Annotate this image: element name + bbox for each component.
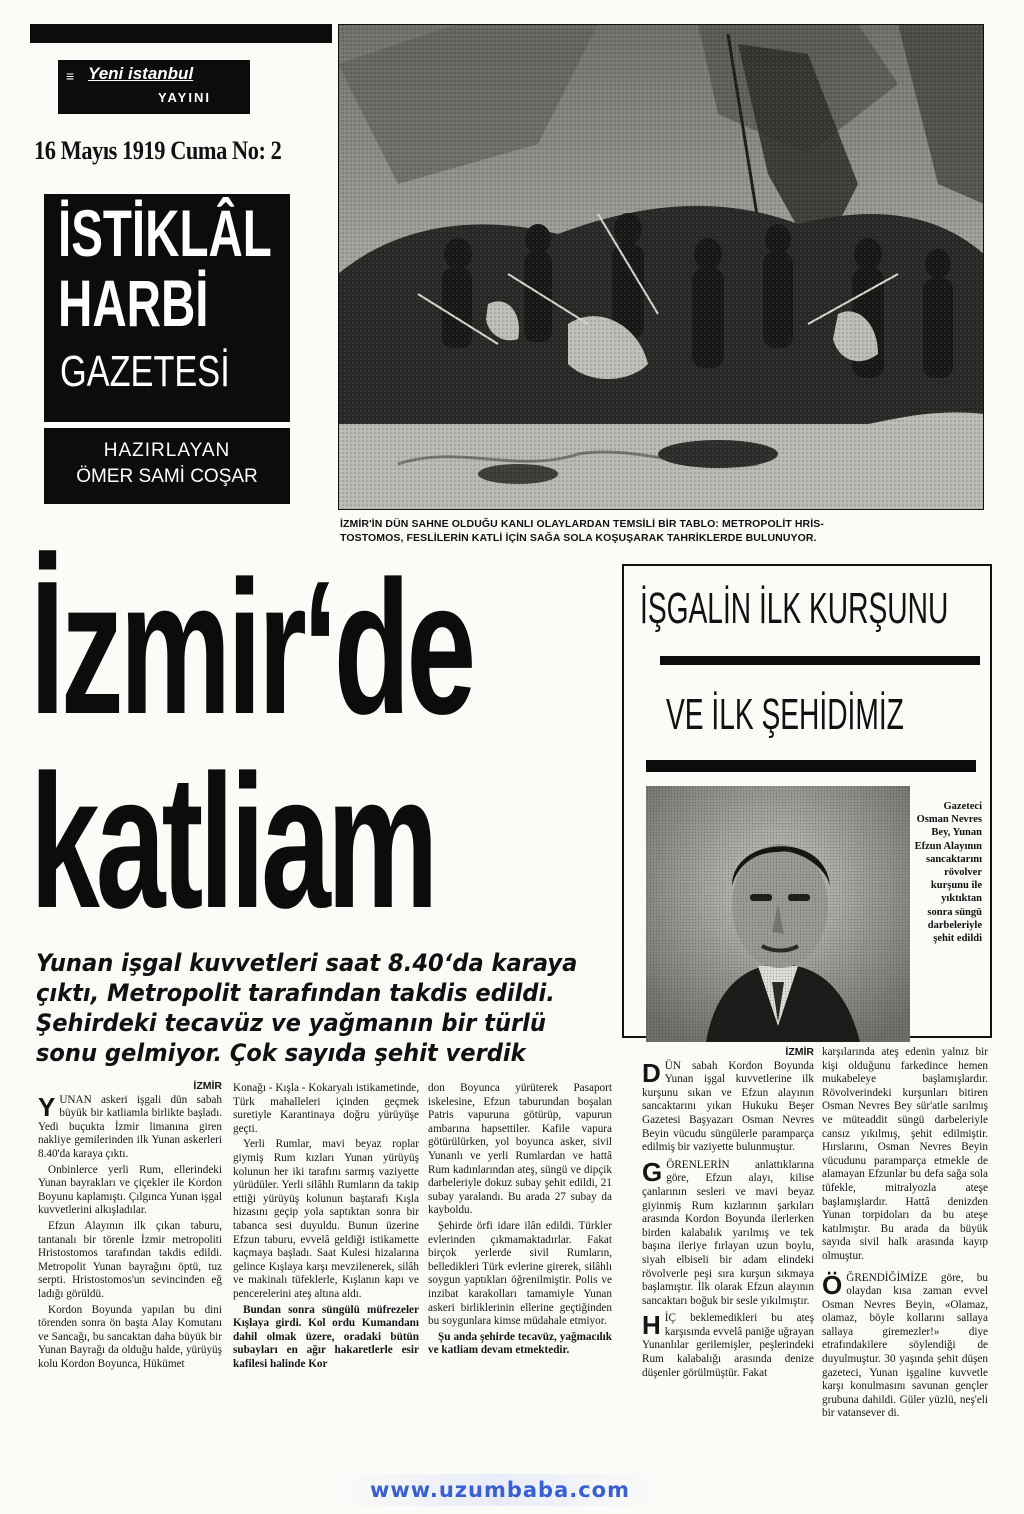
historical-painting bbox=[338, 24, 984, 510]
article-column-3 bbox=[428, 1082, 612, 1360]
portrait-photo bbox=[646, 786, 910, 1042]
paragraph-text: ÜN sabah Kordon Boyunda Yunan işgal kuvvetlerine ilk kurşunu sıkan ve Efzun alayının sancaktarını yıkan Hukuku Beşer Gazetesi Başyazarı Osman Nevres Beyin vücudu süngülerle paramparça edilmiş bir vaziyette bulunmuştur. bbox=[642, 1059, 814, 1154]
article-column-2 bbox=[233, 1082, 419, 1373]
sidebar-location: İZMİR bbox=[785, 1046, 814, 1058]
publisher-icon: ≡ bbox=[66, 68, 75, 84]
prepared-by-label: HAZIRLAYAN bbox=[103, 440, 231, 461]
sidebar-column-1 bbox=[642, 1046, 814, 1382]
article-column-1 bbox=[38, 1080, 222, 1373]
subheadline bbox=[36, 948, 616, 1068]
top-rule bbox=[30, 24, 332, 43]
article-paragraph: Konağı - Kışla - Kokaryalı istikametinde, Türk mahalleleri içinden geçmek suretiyle Karantinaya doğru yürüyüşe geçti. bbox=[233, 1082, 419, 1135]
article-paragraph: Yerli Rumlar, mavi beyaz roplar giymiş Rum kızları Yunan yürüyüş kolunun her iki tarafını sarmış vaziyette yürüdüler. Yerli silâhlı Rumların da takip ettiği yürüyüş kolunun baştarafı Kışla hizasını geçip yola saptıktan sonra bir tabanca sesi duyuldu. Bunun üzerine Efzun taburu, evvelâ geldiği istikamette kaçmaya başladı. Saat Kulesi hizalarına gelince Kışlaya karşı mevzilenerek, silâh ve makinalı tüfeklerle, Kışlanın kapı ve pencerelerini ateş altına aldı. bbox=[233, 1138, 419, 1300]
sidebar-paragraph bbox=[642, 1057, 814, 1155]
paragraph-text: ĞRENDİĞİMİZE göre, bu olaydan kısa zaman evvel Osman Nevres Beyin, «Olamaz, olamaz, böyle kollarını sallaya sallaya giremezler!» diye etrafındakilere söylendiği de duyulmuştur. 30 yaşında şehit düşen gazeteci, Yunan işgaline kuvvetle karşı konulmasını savunan gençler grubuna dahildi. Güler yüzlü, neş'eli bir vatansever di. bbox=[822, 1271, 988, 1420]
publisher-logo bbox=[58, 60, 250, 114]
photo-caption bbox=[340, 517, 990, 545]
photo-caption-line-1: İZMİR'İN DÜN SAHNE OLDUĞU KANLI OLAYLARDAN TEMSİLİ BİR TABLO: METROPOLİT HRİS- bbox=[340, 518, 824, 530]
subheadline-line-4: sonu gelmiyor. Çok sayıda şehit verdik bbox=[36, 1039, 526, 1067]
prepared-by-name: ÖMER SAMİ COŞAR bbox=[76, 466, 258, 487]
painting-illustration bbox=[338, 24, 984, 510]
title-line-2: HARBİ bbox=[58, 266, 209, 340]
paragraph-text: UNAN askeri işgali dün sabah büyük bir katliamla birlikte başladı. Yedi buçukta İzmir limanına giren nakliye gemilerinden ilk Yunan askerleri 8.40'da karaya çıktı. bbox=[38, 1093, 222, 1160]
prepared-by-box bbox=[44, 428, 290, 504]
paragraph-text: ÖRENLERİN anlattıklarına göre, Efzun alayı, kilise çanlarının sesleri ve mavi beyaz giyinmiş Rum kızlarının şarkıları arasında Kordon Boyunda ilerlerken birden kalabalık yarılmış ve tek başına ileriye fırlayan uzun boylu, siyah elbiseli bir adam elindeki rövolverle peşi sıra kurşun sıkmaya başlamıştır. İlk olarak Efzun alayının sancaktarı boğuk bir sesle yıkılmıştır. bbox=[642, 1158, 814, 1307]
article-location: İZMİR bbox=[193, 1080, 222, 1092]
sidebar-title-line-1: İŞGALİN İLK KURŞUNU bbox=[640, 584, 949, 633]
title-line-3: GAZETESİ bbox=[60, 347, 230, 396]
sidebar-rule-2 bbox=[646, 760, 976, 772]
article-paragraph: don Boyunca yürüterek Pasaport iskelesine, Efzun taburundan boşalan Patris vapuruna götürüp, vapurun ambarına hapsettiler. Kafile vapura götürülürken, yol boyunca asker, sivil Yunanlı ve yerli Rumlardan ve hattâ Rum kadınlarından ateş, süngü ve dipçik darbeleriyle dokuz subay şehit edildi, 21 subay yaralandı. Bu arada 27 subay da kayboldu. bbox=[428, 1082, 612, 1217]
subheadline-line-1: Yunan işgal kuvvetleri saat 8.40‘da karaya bbox=[36, 949, 578, 977]
photo-caption-line-2: TOSTOMOS, FESLİLERİN KATLİ İÇİN SAĞA SOLA KOŞUŞARAK TAHRİKLERDE BULUNUYOR. bbox=[340, 532, 817, 544]
website-watermark: www.uzumbaba.com bbox=[370, 1478, 630, 1502]
drop-cap: D bbox=[642, 1057, 661, 1088]
sidebar-column-2 bbox=[822, 1046, 988, 1423]
drop-cap: Ö bbox=[822, 1269, 843, 1300]
portrait-caption: Gazeteci Osman Nevres Bey, Yunan Efzun Alayının sancaktarını rövolver kurşunu ile yıktıktan sonra süngü darbeleriyle şehit edildi bbox=[914, 801, 982, 945]
dateline: 16 Mayıs 1919 Cuma No: 2 bbox=[34, 136, 282, 165]
article-paragraph bbox=[38, 1091, 222, 1162]
publisher-name: Yeni istanbul bbox=[88, 64, 194, 83]
article-paragraph: Kordon Boyunda yapılan bu dini törenden sonra ön başta Alay Komutanı ve Sancağı, bu sancaktan daha büyük bir Yunan Bayrağı da olduğu halde, yürüyüş kolu Kordon Boyunca, Hükümet bbox=[38, 1303, 222, 1370]
sidebar-paragraph: karşılarında ateş edenin yalnız bir kişi olduğunu farkedince hemen mukabeleye başlamışlardır. Rövolverindeki kurşunları bitiren Osman Nevres Bey sür'atle sarılmış ve müteaddit süngü darbeleriyle cansız yıkılmış, şehit edilmiştir. Hırslarını, Osman Nevres Beyin vücudunu paramparça etmekle de alamayan Efzunlar bu defa sağa sola tüfekle, mitralyozla ateşe başlamışlardır. Hattâ denizden Yunan torpidoları da bu ateşe katılmıştır. Bu arada da büyük sayıda sivil halk arasında kayıp olmuştur. bbox=[822, 1046, 988, 1262]
publisher-sub: YAYINI bbox=[158, 90, 211, 105]
title-line-1: İSTİKLÂL bbox=[58, 196, 272, 270]
article-paragraph: Şehirde örfi idare ilân edildi. Türkler evlerinden çıkmamaktadırlar. Fakat birçok yerlerde sivil Rumların, belledikleri Türk evlerine girerek, silâhlı soygun yaptıkları öğrenilmiştir. Polis ve inzibat karakolları tamamiyle Yunan askeri birliklerinin ellerine geçtiğinden bu soygunlara kimse müdahale etmiyor. bbox=[428, 1219, 612, 1328]
article-paragraph: Şu anda şehirde tecavüz, yağmacılık ve katliam devam etmektedir. bbox=[428, 1330, 612, 1357]
article-paragraph: Efzun Alayının ilk çıkan taburu, tantanalı bir törenle İzmir metropoliti Hristostomos tarafından takdis edildi. Metropolit Yunan bayrağını öptü, tuz serpti. Hristostomos'un sevincinden eğ ladığı görüldü. bbox=[38, 1219, 222, 1300]
paragraph-text: İÇ beklemedikleri bu ateş karşısında evvelâ paniğe uğrayan Yunanlılar gerilemişler, peşlerindeki Rum kalabalığı arasında denize düşenler görülmüştür. Fakat bbox=[642, 1312, 814, 1379]
sidebar-rule-1 bbox=[660, 656, 980, 665]
headline-line-1: İzmir‘de bbox=[30, 542, 473, 754]
subheadline-line-3: Şehirdeki tecavüz ve yağmanın bir türlü bbox=[36, 1009, 546, 1037]
drop-cap: Y bbox=[38, 1091, 56, 1122]
newspaper-title-box bbox=[44, 194, 290, 422]
drop-cap: H bbox=[642, 1310, 661, 1341]
sidebar-title-line-2: VE İLK ŞEHİDİMİZ bbox=[666, 690, 904, 739]
subheadline-line-2: çıktı, Metropolit tarafından takdis edildi. bbox=[36, 979, 555, 1007]
drop-cap: G bbox=[642, 1156, 663, 1187]
article-paragraph: Bundan sonra süngülü müfrezeler Kışlaya girdi. Kol ordu Kumandanı dahil olmak üzere, oradaki bütün subayları en ağır hakaretlerle esir kafilesi halinde Kor bbox=[233, 1303, 419, 1370]
sidebar-paragraph bbox=[642, 1312, 814, 1380]
article-paragraph: Onbinlerce yerli Rum, ellerindeki Yunan bayrakları ve çiçekler ile Kordon Boyunu kaplamıştı. Çılgınca Yunan işgal kuvvetlerini alkışladılar. bbox=[38, 1163, 222, 1217]
headline-line-2: katliam bbox=[30, 736, 435, 948]
sidebar-paragraph bbox=[642, 1156, 814, 1309]
sidebar-paragraph bbox=[822, 1269, 988, 1422]
portrait-illustration bbox=[646, 786, 910, 1042]
